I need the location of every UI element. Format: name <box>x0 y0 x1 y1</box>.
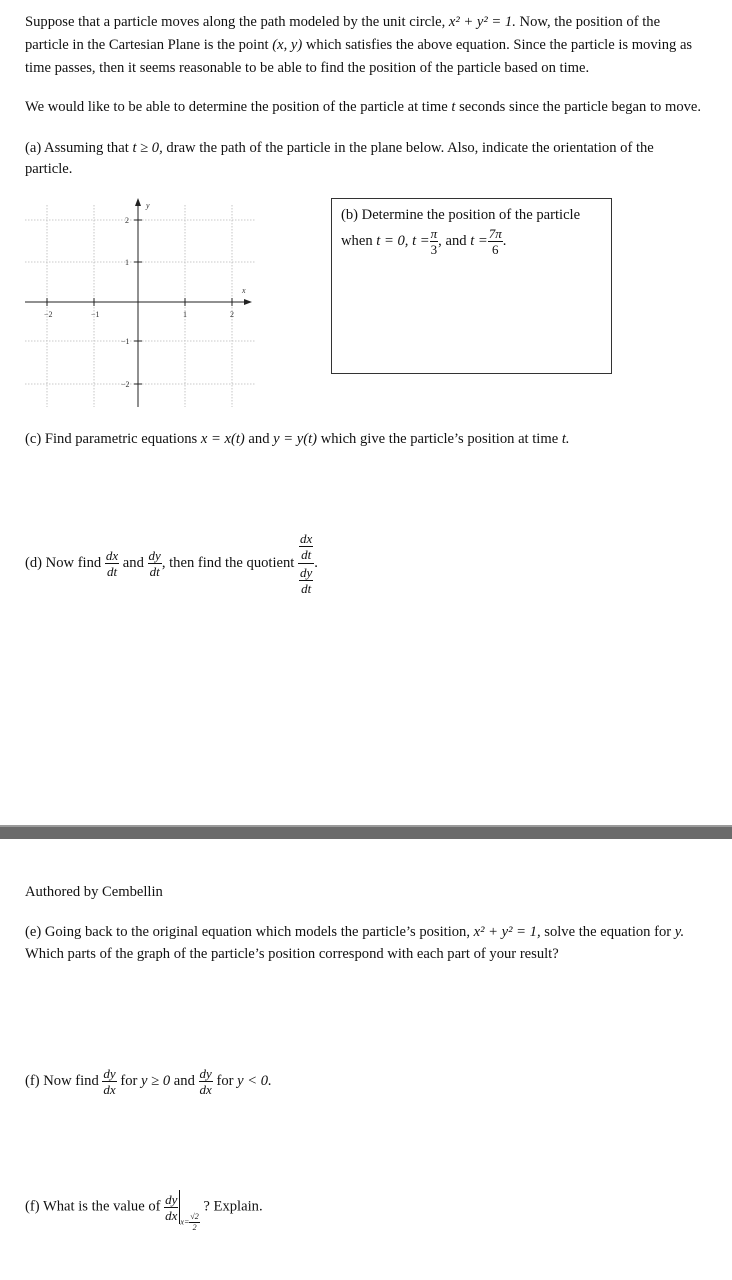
axes <box>25 198 252 407</box>
intro-text-tail: Now, the position of the <box>519 14 661 30</box>
y-tick-label: 1 <box>125 258 129 267</box>
time-variable: t. <box>561 431 570 447</box>
quotient-fraction <box>298 532 314 595</box>
denominator: 6 <box>492 242 499 257</box>
condition-upper: y ≥ 0 <box>141 1072 171 1089</box>
goal-line <box>25 99 701 117</box>
part-b-line-1: (b) Determine the position of the particle <box>341 207 581 223</box>
pi-over-3-fraction <box>430 227 439 256</box>
dy-dt-fraction <box>148 549 162 578</box>
numerator: dy <box>148 548 161 563</box>
t-equals: t = <box>412 232 430 249</box>
part-a-text-tail: draw the path of the particle in the plane below. Also, indicate the orientation of the <box>166 140 654 156</box>
intro-line-2 <box>25 37 692 55</box>
author-credit: Authored by Cembellin <box>25 884 163 900</box>
and-text: and <box>173 1072 195 1089</box>
y-axis-arrow-icon <box>135 198 141 206</box>
part-c-text: (c) Find parametric equations <box>25 431 198 447</box>
goal-text: We would like to be able to determine the position of the particle at time <box>25 99 448 115</box>
numerator: dy <box>165 1191 178 1207</box>
part-f2-text-tail: ? Explain. <box>203 1198 263 1215</box>
denominator: 2 <box>192 1223 197 1232</box>
denominator: dt <box>106 564 118 579</box>
point-notation: (x, y) <box>272 37 303 53</box>
part-a-line-1 <box>25 140 654 158</box>
t-zero: t = 0, <box>376 232 409 249</box>
numerator: π <box>430 226 438 241</box>
part-a-line-2: particle. <box>25 161 73 177</box>
numerator: dy <box>103 1066 116 1081</box>
seven-pi-over-6-fraction <box>488 227 503 256</box>
when-text: when <box>341 232 373 249</box>
numerator: dy <box>300 565 313 580</box>
numerator: dy <box>199 1066 212 1081</box>
denominator: dx <box>103 1082 116 1097</box>
time-condition: t ≥ 0, <box>132 140 163 156</box>
page-divider <box>0 825 732 839</box>
intro-text: Suppose that a particle moves along the path modeled by the unit circle, <box>25 14 446 30</box>
y-tick-label: −2 <box>121 380 130 389</box>
part-a-text: (a) Assuming that <box>25 140 129 156</box>
dy-dx-fraction <box>102 1067 116 1096</box>
for-text: for <box>120 1072 138 1089</box>
part-f1-text: (f) Now find <box>25 1072 99 1089</box>
intro-line-3: time passes, then it seems reasonable to be able to find the position of the particle based on time. <box>25 60 590 76</box>
denominator: dx <box>199 1082 212 1097</box>
condition-lower: y < 0. <box>237 1072 272 1089</box>
y-variable: y. <box>674 924 685 940</box>
for-text: for <box>216 1072 234 1089</box>
part-d-line <box>25 532 318 595</box>
intro-text: particle in the Cartesian Plane is the point <box>25 37 269 53</box>
x-tick-label: 2 <box>230 310 234 319</box>
dy-dt-fraction <box>299 566 313 595</box>
time-variable: t <box>451 99 456 115</box>
and-text: , and <box>438 232 467 249</box>
numerator: dx <box>105 548 119 563</box>
and-text: and <box>122 554 144 571</box>
denominator: dt <box>149 564 160 579</box>
y-parametric-equation: y = y(t) <box>273 431 318 447</box>
part-f1-line <box>25 1067 272 1096</box>
part-d-text-tail: , then find the quotient <box>161 554 295 571</box>
dy-dx-fraction <box>164 1193 178 1222</box>
part-c-line <box>25 431 570 449</box>
evaluation-subscript <box>180 1213 199 1232</box>
and-text: and <box>248 431 270 447</box>
dy-dx-fraction <box>199 1067 213 1096</box>
part-f2-text: (f) What is the value of <box>25 1198 161 1215</box>
numerator: 7π <box>488 226 502 241</box>
period: . <box>314 554 318 571</box>
denominator: dt <box>301 547 312 562</box>
quotient-numerator <box>298 532 314 564</box>
period: . <box>502 232 507 249</box>
part-e-text: (e) Going back to the original equation which models the particle’s position, <box>25 924 471 940</box>
part-c-text-tail: which give the particle’s position at time <box>320 431 559 447</box>
evaluation-bar <box>179 1190 180 1224</box>
coordinate-plane-graph[interactable] <box>20 195 260 410</box>
numerator: √2 <box>190 1212 199 1221</box>
dx-dt-fraction <box>299 532 313 561</box>
unit-circle-equation: x² + y² = 1, <box>473 924 541 940</box>
denominator: dt <box>301 581 312 596</box>
y-tick-label: −1 <box>121 337 130 346</box>
part-e-line-1 <box>25 924 684 942</box>
dx-dt-fraction <box>105 549 119 578</box>
t-equals: t = <box>470 232 488 249</box>
part-b-line-2 <box>341 227 506 256</box>
subscript-x: x= <box>180 1217 190 1227</box>
x-parametric-equation: x = x(t) <box>200 431 245 447</box>
goal-text-tail: seconds since the particle began to move. <box>459 99 702 115</box>
x-tick-label: 1 <box>183 310 187 319</box>
x-tick-label: −2 <box>44 310 53 319</box>
denominator: dx <box>165 1207 178 1223</box>
sqrt2-over-2-fraction <box>189 1213 199 1232</box>
x-axis-label: x <box>242 286 246 295</box>
y-tick-label: 2 <box>125 216 129 225</box>
denominator: 3 <box>430 242 438 257</box>
part-d-text: (d) Now find <box>25 554 102 571</box>
intro-text-tail: which satisfies the above equation. Since the particle is moving as <box>305 37 693 53</box>
unit-circle-equation: x² + y² = 1. <box>448 14 516 30</box>
part-e-text-tail: solve the equation for <box>544 924 672 940</box>
numerator: dx <box>300 531 313 546</box>
part-f2-line <box>25 1190 263 1232</box>
x-tick-label: −1 <box>91 310 100 319</box>
intro-line-1 <box>25 14 660 32</box>
quotient-denominator <box>298 564 314 595</box>
y-axis-label: y <box>146 201 150 210</box>
grid <box>25 205 255 407</box>
part-e-line-2: Which parts of the graph of the particle’s position correspond with each part of your result? <box>25 946 559 962</box>
x-axis-arrow-icon <box>244 299 252 305</box>
